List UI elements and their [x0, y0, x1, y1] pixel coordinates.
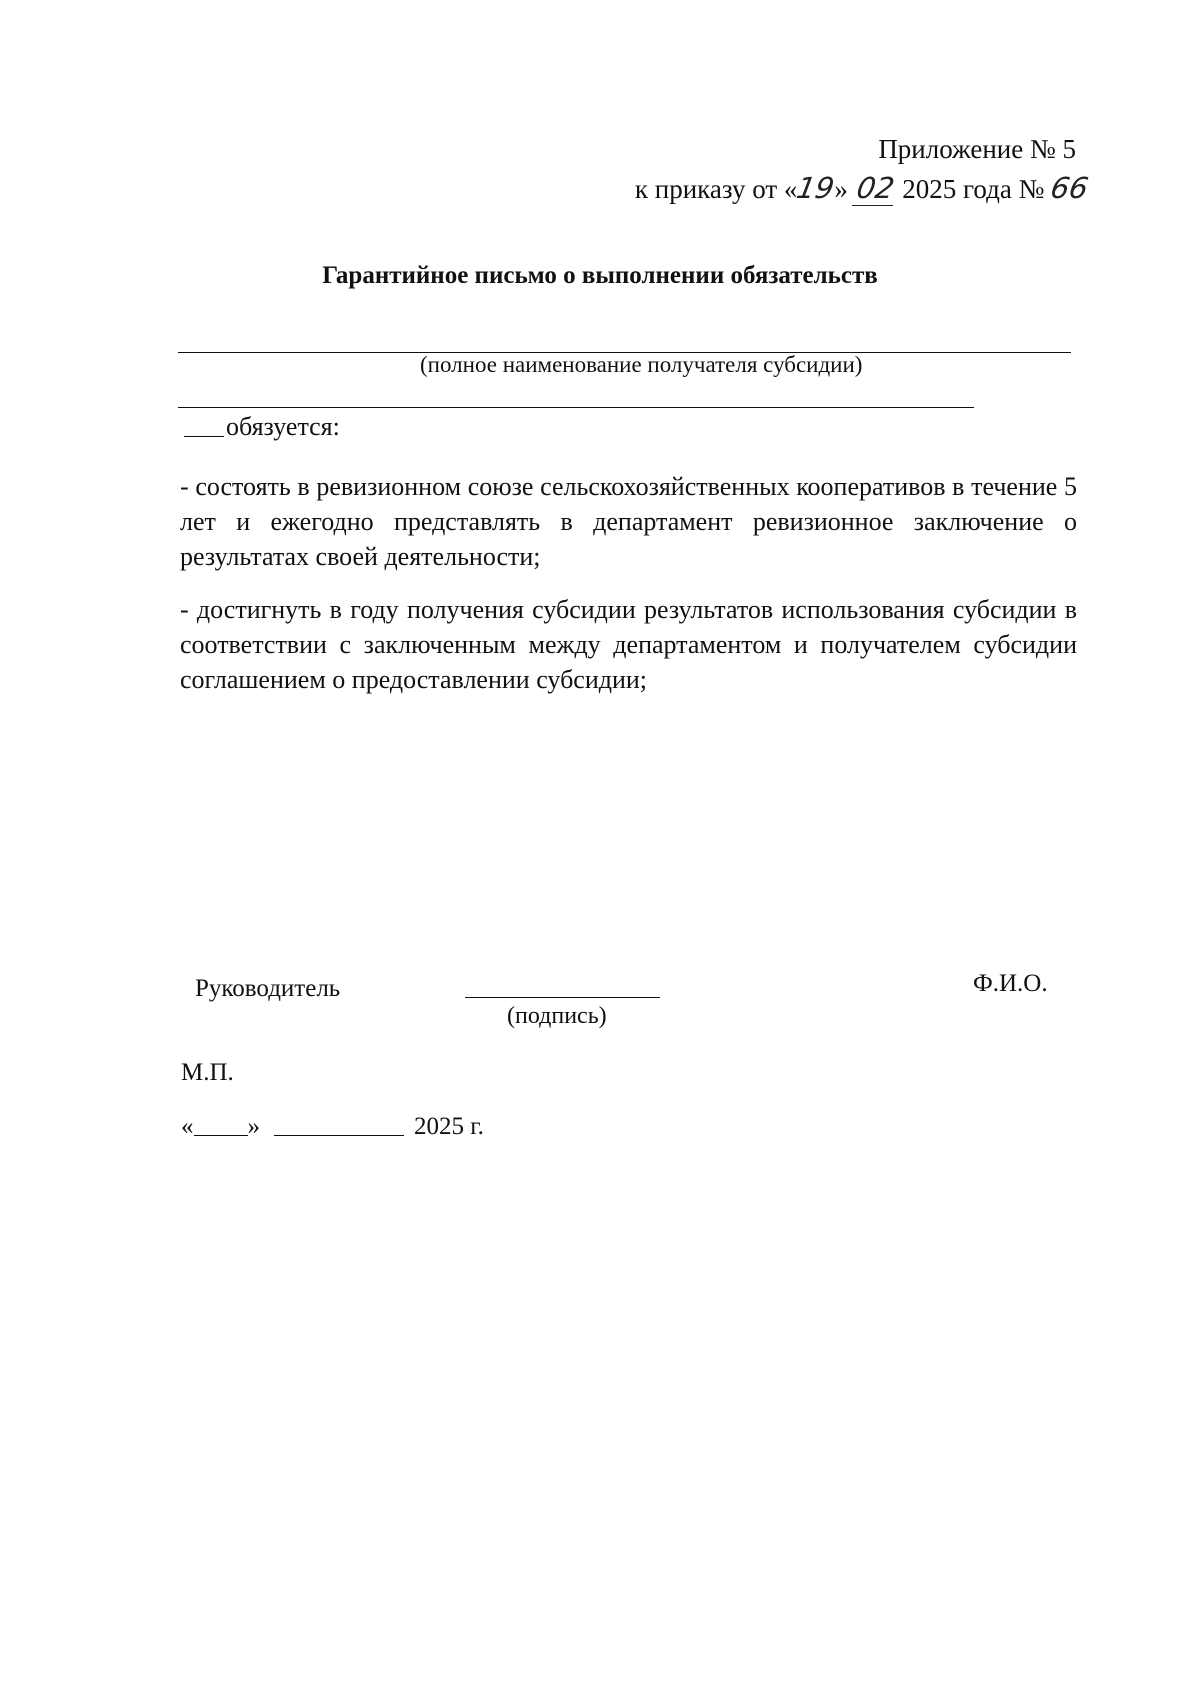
date-quote-open: « — [181, 1113, 194, 1140]
obligation-intro-text: обязуется: — [226, 412, 340, 441]
seal-label: М.П. — [181, 1059, 234, 1086]
obligation-intro — [184, 412, 340, 442]
recipient-extra-line — [178, 407, 974, 408]
order-number-handwritten: 66 — [1048, 171, 1091, 205]
order-day-handwritten: 19 — [794, 171, 838, 205]
date-year: 2025 г. — [414, 1113, 484, 1140]
order-month-handwritten: 02 — [851, 171, 898, 206]
order-quote-close: » — [834, 174, 848, 204]
document-title: Гарантийное письмо о выполнении обязательств — [322, 262, 878, 289]
date-month-blank — [274, 1135, 404, 1136]
obligation-paragraph-2: - достигнуть в году получения субсидии результатов использования субсидии в соответствии с заключенным между департаментом и получателем субсидии соглашением о предоставлении субсидии; — [180, 595, 1077, 694]
signature-caption: (подпись) — [507, 1003, 607, 1029]
annex-order-reference — [634, 171, 1091, 206]
fio-label: Ф.И.О. — [973, 970, 1048, 997]
intro-blank — [184, 436, 224, 437]
date-line — [181, 1113, 484, 1141]
date-day-blank — [194, 1135, 248, 1136]
order-year-text: 2025 года № — [895, 174, 1052, 204]
order-prefix: к приказу от « — [634, 174, 798, 204]
annex-title: Приложение № 5 — [878, 134, 1076, 164]
recipient-name-caption: (полное наименование получателя субсидии) — [420, 352, 863, 377]
head-label: Руководитель — [195, 975, 341, 1002]
date-quote-close: » — [247, 1113, 260, 1140]
obligation-paragraph-1: - состоять в ревизионном союзе сельскохозяйственных кооперативов в течение 5 лет и ежегодно представлять в департамент ревизионное заключение о результатах своей деятельности; — [180, 472, 1077, 571]
signature-line — [465, 997, 660, 998]
